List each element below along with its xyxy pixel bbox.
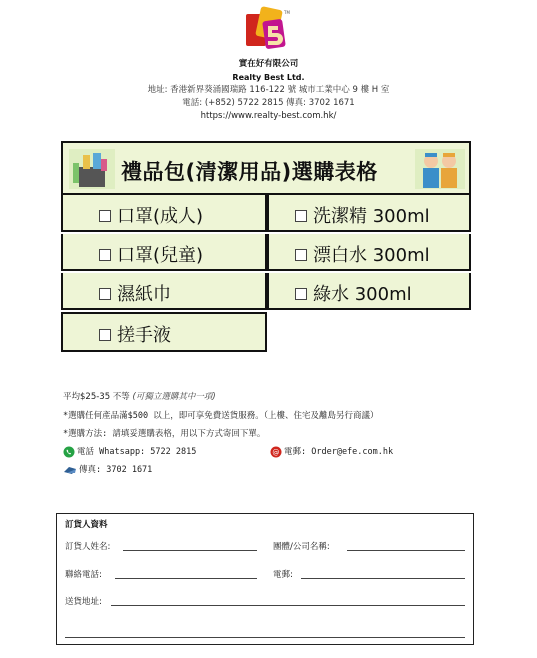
whatsapp-icon: [63, 446, 75, 458]
item-dish-soap[interactable]: 洗潔精 300ml: [267, 195, 471, 232]
item-green-cleaner[interactable]: 綠水 300ml: [267, 273, 471, 310]
item-mask-adult[interactable]: 口罩(成人): [61, 195, 267, 232]
email-icon: [270, 446, 282, 458]
price-line: 平均$25-35 不等 (可獨立選購其中一項): [63, 392, 216, 402]
item-wet-wipes[interactable]: 濕紙巾: [61, 273, 267, 310]
checkbox[interactable]: [99, 288, 111, 300]
cleaning-supplies-icon: [69, 149, 115, 189]
cleaning-workers-icon: [415, 149, 465, 189]
svg-text:TM: TM: [284, 10, 290, 15]
org-label: 團體/公司名稱:: [273, 542, 330, 552]
form-title: 禮品包(清潔用品)選購表格: [121, 160, 378, 184]
address-field[interactable]: [111, 605, 465, 606]
whatsapp-contact[interactable]: 電話 Whatsapp: 5722 2815: [63, 445, 196, 458]
checkbox[interactable]: [99, 329, 111, 341]
fax-icon: [63, 464, 77, 476]
org-field[interactable]: [347, 550, 465, 551]
checkbox[interactable]: [295, 249, 307, 261]
fax-contact: 傳真: 3702 1671: [63, 463, 152, 476]
item-hand-sanitizer[interactable]: 搓手液: [61, 312, 267, 352]
item-mask-child[interactable]: 口罩(兒童): [61, 234, 267, 271]
form-title-box: [61, 141, 471, 195]
phone-label: 聯絡電話:: [65, 570, 102, 580]
checkbox[interactable]: [99, 249, 111, 261]
company-logo-icon: [240, 6, 296, 54]
checkbox[interactable]: [99, 210, 111, 222]
svg-text:@: @: [272, 448, 280, 457]
company-address: 地址: 香港新界葵涌國瑞路 116-122 號 城市工業中心 9 樓 H 室: [147, 85, 390, 95]
email-field[interactable]: [301, 578, 465, 579]
checkbox[interactable]: [295, 288, 307, 300]
order-info-box: [56, 513, 474, 645]
item-bleach[interactable]: 漂白水 300ml: [267, 234, 471, 271]
checkbox[interactable]: [295, 210, 307, 222]
address-label: 送貨地址:: [65, 597, 102, 607]
email-label: 電郵:: [273, 570, 293, 580]
company-contact: 電話: (+852) 5722 2815 傳真: 3702 1671: [182, 98, 355, 108]
name-label: 訂貨人姓名:: [65, 542, 111, 552]
name-field[interactable]: [123, 550, 257, 551]
order-method-note: *選購方法: 請填妥選購表格，用以下方式寄回下單。: [63, 429, 266, 439]
address-field-line2[interactable]: [65, 637, 465, 638]
phone-field[interactable]: [115, 578, 257, 579]
company-name-chinese: 實在好有限公司: [238, 59, 299, 69]
company-name-english: Realty Best Ltd.: [232, 73, 305, 82]
email-contact[interactable]: @ 電郵: Order@efe.com.hk: [270, 445, 393, 458]
company-website-link[interactable]: https://www.realty-best.com.hk/: [200, 111, 337, 121]
order-info-title: 訂貨人資料: [65, 520, 108, 530]
delivery-note: *選購任何產品滿$500 以上，即可享免費送貨服務。（上樓、住宅及離島另行商議）: [63, 411, 379, 421]
